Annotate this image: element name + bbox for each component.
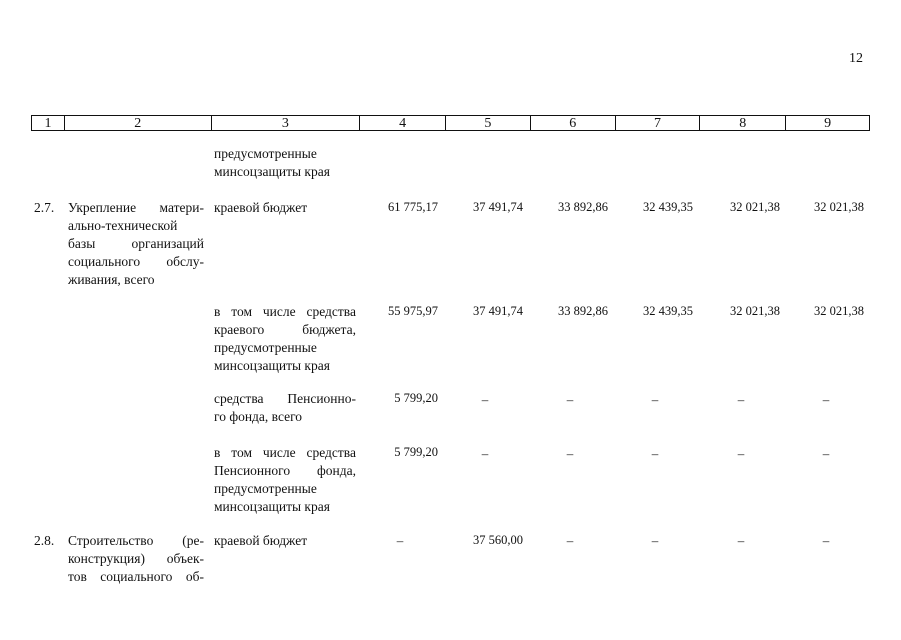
value-col7: – [651,392,659,407]
value-col4: – [396,533,404,548]
row-number-2-7: 2.7. [34,200,55,215]
header-cell-8: 8 [700,116,786,130]
value-col7: – [651,446,659,461]
text-line: предусмотренные [214,481,317,496]
value-col6: 33 892,86 [558,200,608,214]
page-number: 12 [849,51,863,66]
row-2-8-title [68,532,204,586]
continued-source-text [214,145,356,181]
text-line: живания, всего [68,272,155,287]
text-line: минсоцзащиты края [214,358,330,373]
value-col5: 37 491,74 [473,200,523,214]
header-cell-7: 7 [616,116,701,130]
value-col6: – [566,446,574,461]
value-col9: 32 021,38 [814,200,864,214]
text-line: предусмотренные [214,340,317,355]
funding-source-text [214,199,356,217]
value-col4: 5 799,20 [394,445,438,459]
text-line: социального обслу- [68,254,204,269]
value-col9: – [822,446,830,461]
value-col8: – [737,446,745,461]
value-col5: 37 491,74 [473,304,523,318]
text-line: конструкция) объек- [68,551,204,566]
value-col8: 32 021,38 [730,200,780,214]
text-line: средства Пенсионно- [214,391,356,406]
funding-source-text [214,390,356,426]
value-col6: – [566,392,574,407]
text-line: Строительство (ре- [68,533,204,548]
value-col5: – [481,392,489,407]
text-line: краевой бюджет [214,533,308,548]
text-line: го фонда, всего [214,409,303,424]
text-line: базы организаций [68,236,204,251]
text-line: в том числе средства [214,445,356,460]
header-cell-1: 1 [32,116,65,130]
value-col4: 5 799,20 [394,391,438,405]
text-line: Укрепление матери- [68,200,204,215]
row-number-2-8: 2.8. [34,533,55,548]
value-col8: – [737,392,745,407]
text-line: в том числе средства [214,304,356,319]
value-col8: 32 021,38 [730,304,780,318]
header-cell-2: 2 [65,116,212,130]
row-2-7-title [68,199,204,289]
text-line: краевого бюджета, [214,322,356,337]
text-line: краевой бюджет [214,200,308,215]
header-cell-5: 5 [446,116,531,130]
value-col9: 32 021,38 [814,304,864,318]
text-line: тов социального об- [68,569,204,584]
header-cell-4: 4 [360,116,446,130]
value-col6: 33 892,86 [558,304,608,318]
value-col4: 61 775,17 [388,200,438,214]
value-col5: 37 560,00 [473,533,523,547]
value-col4: 55 975,97 [388,304,438,318]
header-cell-3: 3 [212,116,361,130]
table-header-row [31,115,870,131]
text-line: Пенсионного фонда, [214,463,356,478]
value-col6: – [566,533,574,548]
value-col5: – [481,446,489,461]
value-col7: – [651,533,659,548]
value-col9: – [822,533,830,548]
value-col7: 32 439,35 [643,304,693,318]
text-line: минсоцзащиты края [214,164,330,179]
text-line: ально-технической [68,218,178,233]
header-cell-6: 6 [531,116,616,130]
value-col9: – [822,392,830,407]
header-cell-9: 9 [824,116,832,131]
value-col7: 32 439,35 [643,200,693,214]
text-line: минсоцзащиты края [214,499,330,514]
value-col8: – [737,533,745,548]
funding-source-text [214,303,356,375]
text-line: предусмотренные [214,146,317,161]
funding-source-text [214,532,356,550]
funding-source-text [214,444,356,516]
